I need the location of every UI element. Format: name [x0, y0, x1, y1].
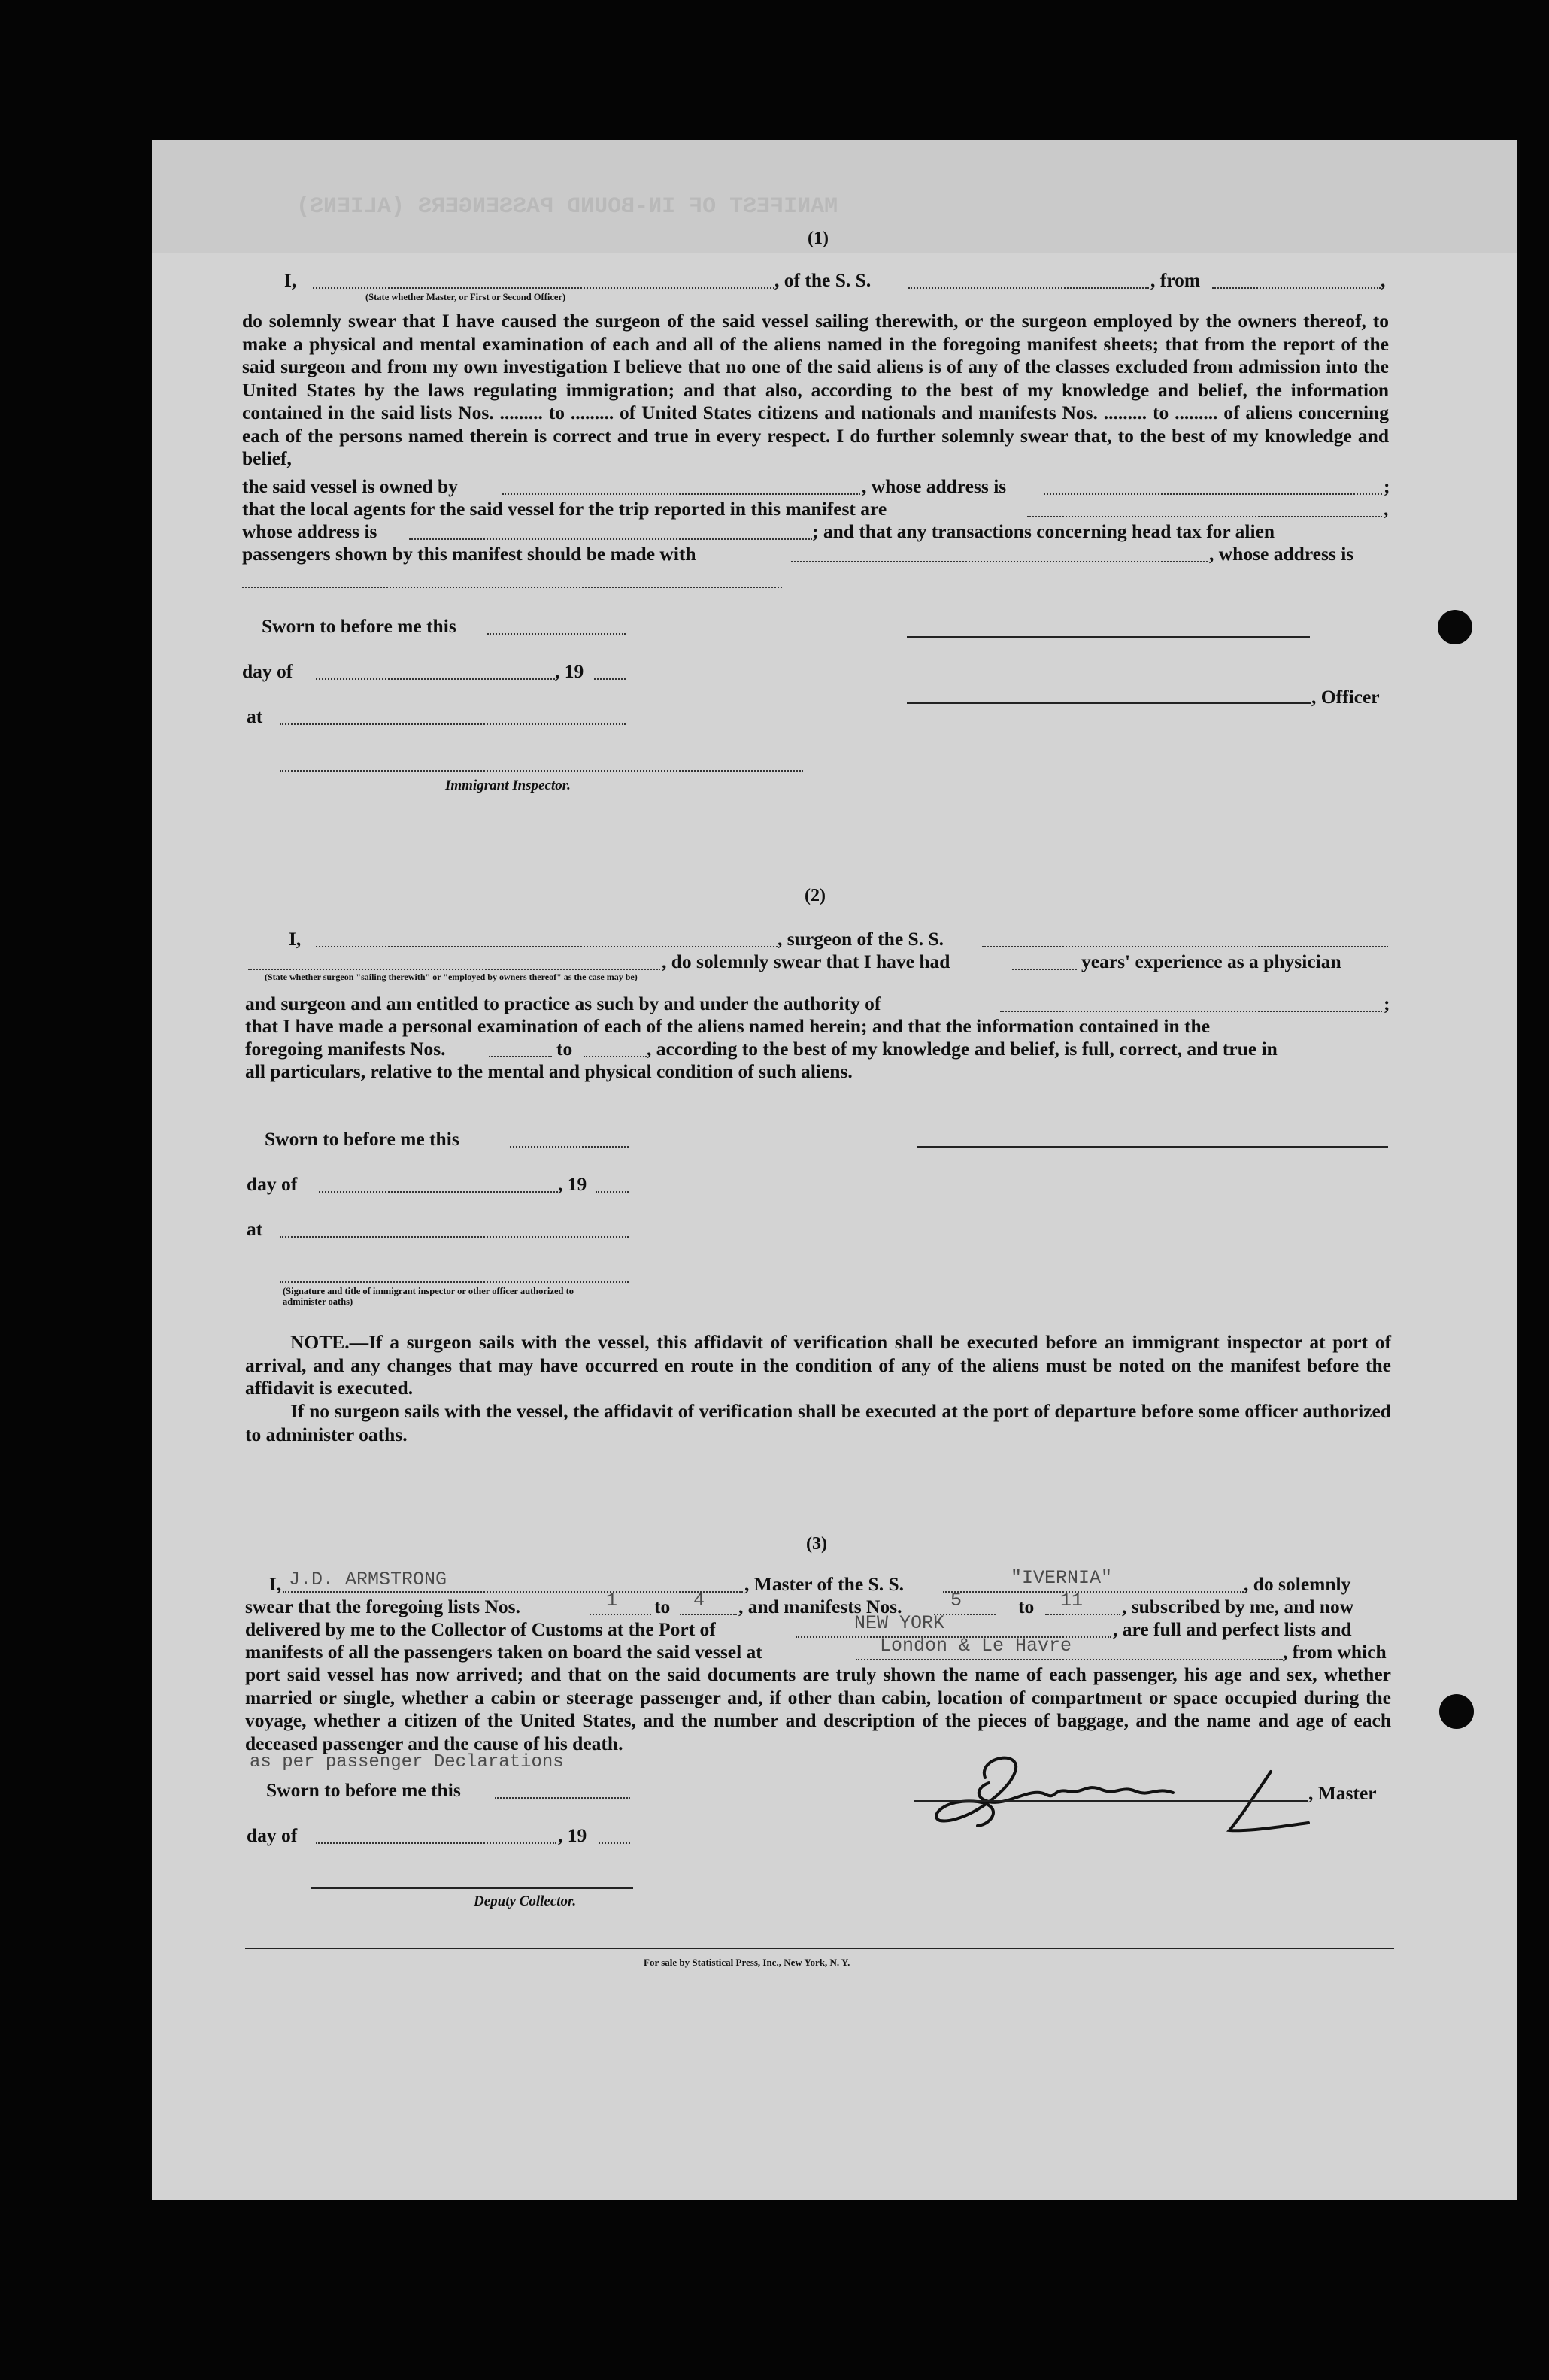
- s1-comma: ,: [1381, 269, 1386, 291]
- s3-deputy-line: [311, 1887, 633, 1889]
- s3-master-of: , Master of the S. S.: [744, 1573, 905, 1595]
- s1-year-line: [594, 678, 626, 680]
- s1-at-line: [280, 723, 626, 725]
- s1-whose-address: , whose address is: [862, 475, 1007, 497]
- s2-day-of: day of: [247, 1173, 298, 1195]
- s2-years: years' experience as a physician: [1081, 950, 1341, 972]
- s1-inspector-line: [280, 770, 803, 772]
- s2-at: at: [247, 1218, 263, 1240]
- s1-officer: , Officer: [1311, 686, 1380, 708]
- s2-swear: , do solemnly swear that I have had: [662, 950, 950, 972]
- s2-authority: and surgeon and am entitled to practice as such by and under the authority of: [245, 993, 881, 1014]
- s2-ship-line: [982, 946, 1388, 947]
- s3-deputy-caption: Deputy Collector.: [474, 1893, 577, 1909]
- s1-head-tax: ; and that any transactions concerning head tax for alien: [812, 520, 1275, 542]
- s1-comma2: ,: [1384, 498, 1389, 520]
- s1-whose-address-3: , whose address is: [1209, 543, 1354, 565]
- footer-rule: [245, 1948, 1394, 1949]
- s2-surgeon-of: , surgeon of the S. S.: [778, 928, 944, 950]
- s1-owned-by: the said vessel is owned by: [242, 475, 458, 497]
- s2-i: I,: [289, 928, 302, 950]
- s1-head-tax-address-line: [242, 587, 782, 588]
- s1-sworn-line: [487, 633, 626, 635]
- s3-and-manifests: , and manifests Nos.: [738, 1596, 902, 1617]
- s2-signature-caption: (Signature and title of immigrant inspector or other officer authorized to administer oaths): [283, 1286, 574, 1307]
- s3-master-name: J.D. ARMSTRONG: [289, 1569, 447, 1590]
- s1-ship-line: [908, 287, 1149, 289]
- s1-inspector-caption: Immigrant Inspector.: [445, 778, 571, 793]
- s1-from-line: [1212, 287, 1381, 289]
- s3-man-from: 5: [950, 1590, 962, 1611]
- s3-swear-lists: swear that the foregoing lists Nos.: [245, 1596, 520, 1617]
- master-signature: [932, 1742, 1323, 1839]
- s1-head-tax-line: [791, 561, 1208, 562]
- s3-departure: London & Le Havre: [880, 1635, 1072, 1657]
- s1-agents-address-line: [409, 538, 812, 540]
- s2-manifest-to-line: [584, 1056, 647, 1057]
- s3-from-which: , from which: [1283, 1641, 1387, 1663]
- s2-years-line: [1012, 969, 1077, 970]
- printer-imprint: For sale by Statistical Press, Inc., New York, N. Y.: [644, 1957, 850, 1968]
- s2-type-caption: (State whether surgeon "sailing therewith" or "employed by owners thereof" as the case may be): [265, 972, 638, 982]
- s2-semicolon: ;: [1384, 993, 1390, 1014]
- section-2-number: (2): [805, 886, 826, 905]
- s3-ship-name: "IVERNIA": [1011, 1567, 1113, 1589]
- s1-nineteen: , 19: [555, 660, 584, 682]
- s2-sworn-line: [510, 1146, 629, 1148]
- s2-manifest-from-line: [489, 1056, 552, 1057]
- s3-ship-line: [943, 1591, 1244, 1593]
- s2-name-line: [316, 946, 778, 947]
- s2-body1: that I have made a personal examination of each of the aliens named herein; and that the information contained in the: [245, 1015, 1211, 1037]
- s2-authority-line: [1000, 1011, 1382, 1012]
- s1-day-of: day of: [242, 660, 293, 682]
- s1-local-agents: that the local agents for the said vessel for the trip reported in this manifest are: [242, 498, 887, 520]
- s3-sworn: Sworn to before me this: [266, 1779, 461, 1801]
- s3-sworn-line: [495, 1797, 630, 1799]
- s2-inspector-line: [280, 1281, 629, 1283]
- s1-agents-line: [1027, 516, 1382, 517]
- s3-full-perfect: , are full and perfect lists and: [1113, 1618, 1352, 1640]
- s3-as-per: as per passenger Declarations: [250, 1752, 564, 1772]
- s3-list-from-line: [590, 1614, 651, 1615]
- s1-body: do solemnly swear that I have caused the surgeon of the said vessel sailing therewith, or the surgeon employed by the owners thereof, to make a physical and mental examination of each and all of the aliens named in the foregoing manifest sheets; that from the report of the said surgeon and from my own investigation I believe that no one of the said aliens is of any of the classes excluded from admission into the United States by the laws regulating immigration; and that also, according to the best of my knowledge and belief, the information contained in the said lists Nos. ......... to ......... of United States citizens and nationals and manifests Nos. ......... to ......... of aliens concerning each of the persons named therein is correct and true in every respect. I do further solemnly swear that, to the best of my knowledge and belief,: [242, 310, 1389, 469]
- s2-note-2: [245, 1400, 1391, 1446]
- s3-delivered: delivered by me to the Collector of Customs at the Port of: [245, 1618, 716, 1640]
- s3-master-name-line: [283, 1591, 743, 1593]
- s2-note-2-text: If no surgeon sails with the vessel, the affidavit of verification shall be executed at the port of departure before some officer authorized to administer oaths.: [245, 1400, 1391, 1445]
- s3-to-2: to: [1018, 1596, 1035, 1617]
- s2-body2: , according to the best of my knowledge and belief, is full, correct, and true in: [647, 1038, 1278, 1060]
- s1-day-line: [316, 678, 555, 680]
- s2-manifests: foregoing manifests Nos.: [245, 1038, 446, 1060]
- s3-do-solemnly: , do solemnly: [1244, 1573, 1351, 1595]
- s3-departure-line: [856, 1659, 1283, 1660]
- s1-owner-address-line: [1044, 493, 1382, 495]
- s2-surgeon-signature-line: [917, 1146, 1388, 1148]
- s2-year-line: [596, 1191, 629, 1193]
- s2-day-line: [319, 1191, 558, 1193]
- s3-i: I,: [269, 1573, 282, 1595]
- s2-note-1: [245, 1331, 1391, 1400]
- s3-list-to-line: [680, 1614, 737, 1615]
- s2-sworn: Sworn to before me this: [265, 1128, 459, 1150]
- s1-semicolon: ;: [1384, 475, 1390, 497]
- s3-master: , Master: [1308, 1782, 1377, 1804]
- s3-body: port said vessel has now arrived; and that on the said documents are truly shown the name of each passenger, his age and sex, whether married or single, whether a cabin or steerage passenger and, if other than cabin, location of compartment or space occupied during the voyage, whether a citizen of the United States, and the number and description of the pieces of baggage, and the name and age of each deceased passenger and the cause of his death.: [245, 1663, 1391, 1754]
- s3-man-to-line: [1045, 1614, 1120, 1615]
- s3-day-line: [316, 1842, 556, 1844]
- s2-nineteen: , 19: [558, 1173, 587, 1195]
- s2-body3: all particulars, relative to the mental and physical condition of such aliens.: [245, 1060, 853, 1082]
- s3-day-of: day of: [247, 1824, 298, 1846]
- s1-officer-rank-line: [313, 287, 774, 289]
- s2-surgeon-type-line: [248, 969, 660, 970]
- section-1-number: (1): [808, 229, 829, 248]
- s3-port: NEW YORK: [854, 1612, 945, 1634]
- s1-owner-line: [502, 493, 860, 495]
- s1-passengers: passengers shown by this manifest should be made with: [242, 543, 696, 565]
- s2-note-1-text: NOTE.—If a surgeon sails with the vessel, this affidavit of verification shall be executed before an immigrant inspector at port of arrival, and any changes that may have occurred en route in the condition of any of the aliens must be noted on the manifest before the affidavit is executed.: [245, 1331, 1391, 1399]
- s1-whose-address-2: whose address is: [242, 520, 377, 542]
- s3-master-signature-line: [914, 1800, 1308, 1802]
- s3-list-to: 4: [693, 1590, 705, 1611]
- s1-at: at: [247, 705, 263, 727]
- s1-sworn: Sworn to before me this: [262, 615, 456, 637]
- s3-manifests-all: manifests of all the passengers taken on board the said vessel at: [245, 1641, 762, 1663]
- bleed-through-title: MANIFEST OF IN-BOUND PASSENGERS (ALIENS): [296, 194, 838, 220]
- s3-to-1: to: [654, 1596, 671, 1617]
- s1-officer-line: [907, 702, 1311, 704]
- s3-year-line: [599, 1842, 630, 1844]
- s3-man-to: 11: [1060, 1590, 1084, 1611]
- s1-from: , from: [1150, 269, 1201, 291]
- s1-of-ss: , of the S. S.: [774, 269, 872, 291]
- s3-subscribed: , subscribed by me, and now: [1122, 1596, 1354, 1617]
- section-3-number: (3): [806, 1534, 827, 1554]
- s2-to: to: [556, 1038, 573, 1060]
- s3-nineteen: , 19: [558, 1824, 587, 1846]
- s3-list-from: 1: [606, 1590, 618, 1611]
- s1-i: I,: [284, 269, 297, 291]
- punch-hole-top: [1438, 610, 1472, 644]
- punch-hole-bottom: [1439, 1694, 1474, 1729]
- s1-officer-signature-line: [907, 636, 1310, 638]
- s1-rank-caption: (State whether Master, or First or Second Officer): [365, 292, 566, 302]
- s2-at-line: [280, 1236, 629, 1238]
